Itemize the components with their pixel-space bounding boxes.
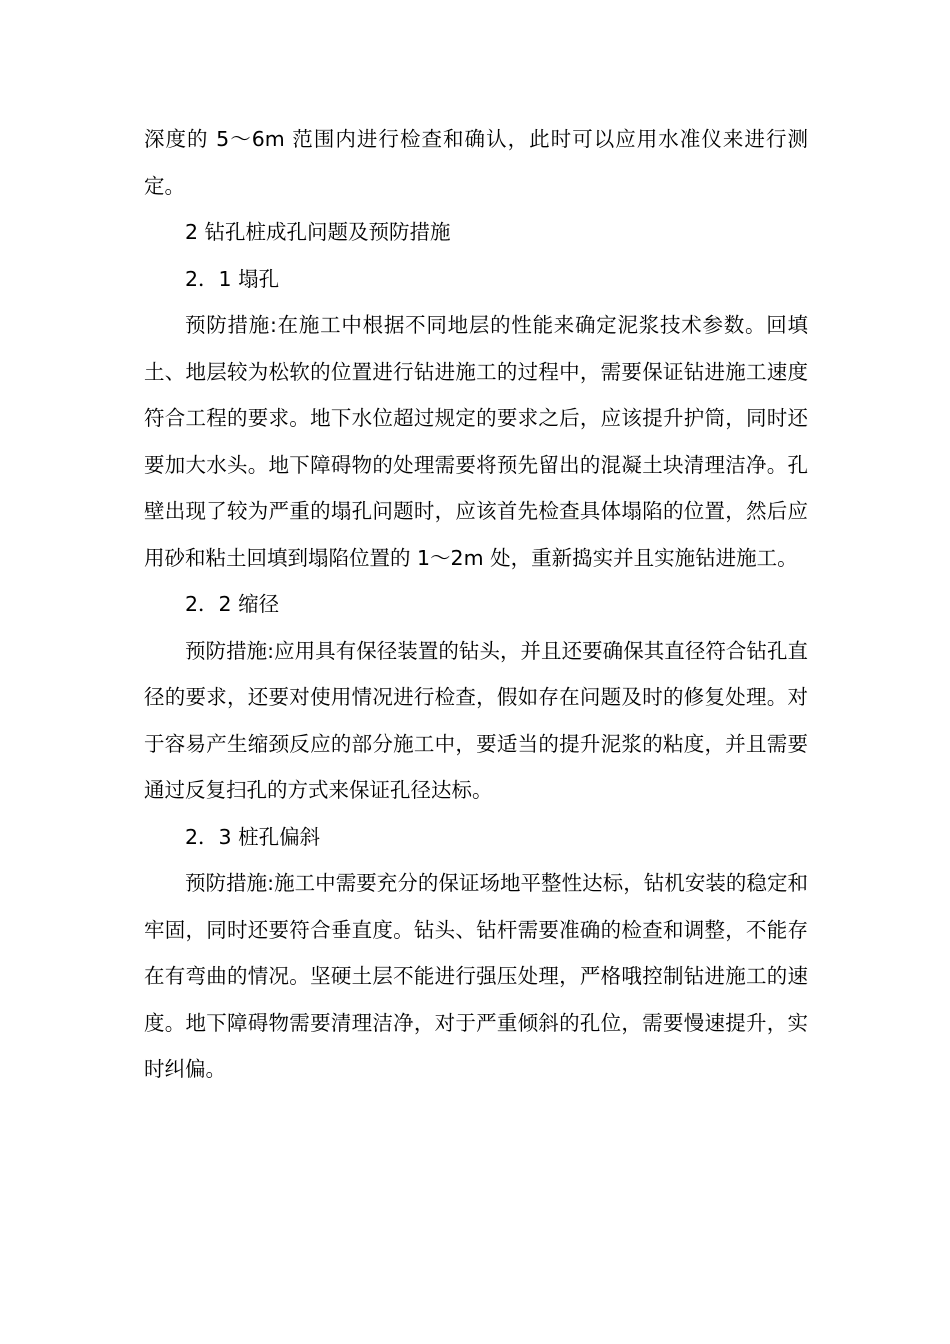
paragraph: 预防措施:在施工中根据不同地层的性能来确定泥浆技术参数。回填土、地层较为松软的位置进行钻进施工的过程中，需要保证钻进施工速度符合工程的要求。地下水位超过规定的要求之后，应该提升护筒，同时还要加大水头。地下障碍物的处理需要将预先留出的混凝土块清理洁净。孔壁出现了较为严重的塌孔问题时，应该首先检查具体塌陷的位置，然后应用砂和粘土回填到塌陷位置的 1～2m 处，重新捣实并且实施钻进施工。 [144, 313, 808, 570]
subsection-heading: 2．2 缩径 [185, 592, 280, 616]
section-heading: 2 钻孔桩成孔问题及预防措施 [185, 220, 451, 244]
paragraph: 预防措施:施工中需要充分的保证场地平整性达标，钻机安装的稳定和牢固，同时还要符合垂直度。钻头、钻杆需要准确的检查和调整，不能存在有弯曲的情况。坚硬土层不能进行强压处理，严格哦控制钻进施工的速度。地下障碍物需要清理洁净，对于严重倾斜的孔位，需要慢速提升，实时纠偏。 [144, 871, 808, 1081]
paragraph: 预防措施:应用具有保径装置的钻头，并且还要确保其直径符合钻孔直径的要求，还要对使用情况进行检查，假如存在问题及时的修复处理。对于容易产生缩颈反应的部分施工中，要适当的提升泥浆的粘度，并且需要通过反复扫孔的方式来保证孔径达标。 [144, 638, 808, 802]
subsection-heading: 2．1 塌孔 [185, 266, 280, 291]
paragraph-continuation: 深度的 5～6m 范围内进行检查和确认，此时可以应用水准仪来进行测定。 [144, 127, 808, 198]
document-body [144, 116, 808, 1093]
subsection-heading: 2．3 桩孔偏斜 [185, 824, 321, 849]
